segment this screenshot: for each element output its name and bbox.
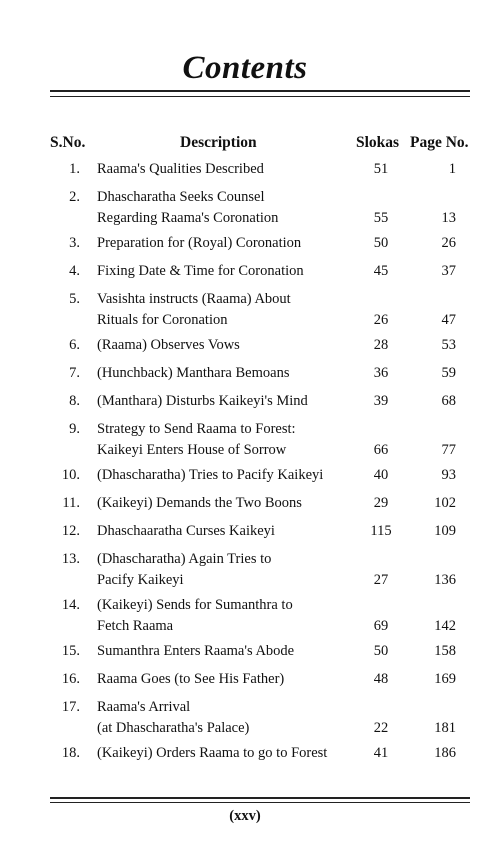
row-sno: 4. — [69, 263, 80, 279]
row-description: Vasishta instructs (Raama) About — [97, 291, 291, 307]
row-sno: 10. — [61, 467, 80, 483]
row-description-cont: (at Dhascharatha's Palace) — [97, 720, 250, 736]
row-description-cont: Kaikeyi Enters House of Sorrow — [97, 442, 287, 458]
row-page: 26 — [441, 235, 456, 251]
row-slokas: 22 — [373, 720, 389, 736]
row-description: Fixing Date & Time for Coronation — [97, 263, 304, 279]
row-page: 186 — [434, 745, 456, 761]
row-sno: 15. — [61, 643, 80, 659]
row-sno: 17. — [61, 699, 80, 715]
row-sno: 2. — [69, 189, 80, 205]
row-description: (Hunchback) Manthara Bemoans — [97, 365, 290, 381]
row-description: Raama's Arrival — [97, 699, 191, 715]
row-sno: 8. — [69, 393, 80, 409]
row-description: (Manthara) Disturbs Kaikeyi's Mind — [97, 393, 308, 409]
row-slokas: 50 — [373, 643, 389, 659]
row-description: (Raama) Observes Vows — [97, 337, 240, 353]
row-slokas: 69 — [373, 618, 389, 634]
row-page: 1 — [448, 161, 456, 177]
row-description: Preparation for (Royal) Coronation — [97, 235, 302, 251]
row-sno: 9. — [69, 421, 80, 437]
row-page: 53 — [441, 337, 456, 353]
row-description: Strategy to Send Raama to Forest: — [97, 421, 296, 437]
row-page: 142 — [434, 618, 456, 634]
row-description-cont: Rituals for Coronation — [97, 312, 228, 328]
row-description: (Dhascharatha) Again Tries to — [97, 551, 272, 567]
row-page: 13 — [441, 210, 456, 226]
row-sno: 12. — [61, 523, 80, 539]
row-slokas: 29 — [373, 495, 389, 511]
row-slokas: 40 — [373, 467, 389, 483]
row-description: (Kaikeyi) Orders Raama to go to Forest — [97, 745, 328, 761]
row-sno: 3. — [69, 235, 80, 251]
row-slokas: 50 — [373, 235, 389, 251]
header-slokas: Slokas — [356, 134, 400, 151]
page-title: Contents — [182, 50, 308, 86]
row-sno: 13. — [61, 551, 80, 567]
row-description: (Kaikeyi) Sends for Sumanthra to — [97, 597, 293, 613]
row-sno: 1. — [69, 161, 80, 177]
row-sno: 18. — [61, 745, 80, 761]
row-slokas: 36 — [373, 365, 389, 381]
row-slokas: 41 — [373, 745, 389, 761]
header-page: Page No. — [410, 134, 469, 151]
row-sno: 7. — [69, 365, 80, 381]
row-page: 47 — [441, 312, 456, 328]
row-description: Dhascharatha Seeks Counsel — [97, 189, 265, 205]
row-page: 109 — [434, 523, 456, 539]
row-sno: 11. — [62, 495, 80, 511]
row-description-cont: Fetch Raama — [97, 618, 174, 634]
row-slokas: 115 — [370, 523, 392, 539]
row-page: 136 — [434, 572, 456, 588]
row-slokas: 66 — [373, 442, 389, 458]
row-slokas: 39 — [373, 393, 389, 409]
row-sno: 6. — [69, 337, 80, 353]
footer-rule — [50, 797, 470, 803]
row-slokas: 55 — [373, 210, 389, 226]
row-sno: 5. — [69, 291, 80, 307]
row-description-cont: Pacify Kaikeyi — [97, 572, 184, 588]
row-page: 169 — [434, 671, 456, 687]
title-rule — [50, 90, 470, 97]
row-description-cont: Regarding Raama's Coronation — [97, 210, 279, 226]
row-slokas: 51 — [373, 161, 389, 177]
header-sno: S.No. — [50, 134, 86, 151]
row-page: 77 — [441, 442, 456, 458]
header-description: Description — [180, 134, 257, 151]
row-description: Raama's Qualities Described — [97, 161, 264, 177]
row-slokas: 28 — [373, 337, 389, 353]
row-sno: 16. — [61, 671, 80, 687]
row-page: 37 — [441, 263, 456, 279]
row-slokas: 27 — [373, 572, 389, 588]
row-slokas: 48 — [373, 671, 389, 687]
row-description: Raama Goes (to See His Father) — [97, 671, 285, 687]
row-description: (Dhascharatha) Tries to Pacify Kaikeyi — [97, 467, 324, 483]
row-description: Sumanthra Enters Raama's Abode — [97, 643, 295, 659]
page-folio: (xxv) — [229, 808, 261, 824]
row-sno: 14. — [61, 597, 80, 613]
row-page: 68 — [441, 393, 456, 409]
row-slokas: 26 — [373, 312, 389, 328]
row-page: 93 — [441, 467, 456, 483]
row-page: 181 — [434, 720, 456, 736]
row-page: 158 — [434, 643, 456, 659]
row-page: 59 — [441, 365, 456, 381]
row-slokas: 45 — [373, 263, 389, 279]
row-description: (Kaikeyi) Demands the Two Boons — [97, 495, 302, 511]
row-page: 102 — [434, 495, 456, 511]
row-description: Dhaschaaratha Curses Kaikeyi — [97, 523, 275, 539]
